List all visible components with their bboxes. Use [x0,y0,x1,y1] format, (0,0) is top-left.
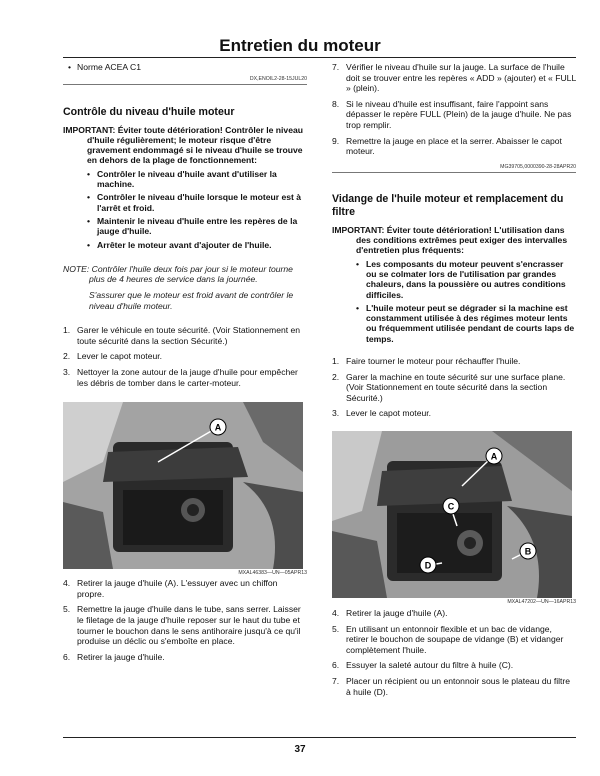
step-number: 1. [63,325,71,336]
step-number: 5. [332,623,340,634]
important-item: • Contrôler le niveau d'huile avant d'utiliser la machine. [63,169,307,190]
engine-photo-dipstick [63,402,303,569]
step-item [63,604,307,646]
step-text: Placer un récipient ou un entonnoir sous le plateau du filtre à huile (D). [346,675,571,697]
step-number: 9. [332,135,340,146]
callout-label-c: C [447,501,455,512]
step-item [332,624,576,656]
step-number: 3. [63,367,71,378]
step-item [332,99,576,131]
photo-caption: MXAL46383—UN—05APR13 [238,570,307,577]
important-text: IMPORTANT: Éviter toute détérioration! Contrôler le niveau d'huile régulièrement; le moteur risque d'être gravement endommagé si le niveau d'huile se trouve en dehors de la plage de fonctionnement: [63,124,304,166]
step-item [63,367,307,388]
step-item [332,660,576,671]
section-title-oil-change: Vidange de l'huile moteur et remplacement du filtre [332,192,564,218]
step-item [332,372,576,404]
step-number: 6. [63,651,71,662]
step-number: 3. [332,408,340,419]
step-text: Lever le capot moteur. [77,351,163,362]
important-list [332,259,576,344]
step-text: Retirer la jauge d'huile (A). [346,607,448,618]
step-number: 6. [332,660,340,671]
step-text: Remettre la jauge d'huile dans le tube, sans serrer. Laisser le filetage de la jauge d'huile reposer sur le haut du tube et tourner le bouchon dans le sens antihoraire jusqu'à ce qu'il produise un déclic ou s'emboîte en place. [77,604,301,647]
callout-label-b: B [524,546,532,557]
step-text: Retirer la jauge d'huile (A). L'essuyer avec un chiffon propre. [77,578,278,599]
step-number: 4. [63,578,71,589]
important-item: • L'huile moteur peut se dégrader si la machine est constamment utilisée à des régimes moteur lents ou fréquemment utilisée pendant de courts laps de temps. [332,303,576,344]
header-rule [63,57,576,58]
step-item [63,325,307,346]
step-text: Faire tourner le moteur pour réchauffer l'huile. [346,356,521,367]
step-text: Retirer la jauge d'huile. [77,651,165,662]
step-text: En utilisant un entonnoir flexible et un bac de vidange, retirer le bouchon de soupape de vidange (B) et vidanger complètement l'huile. [346,623,564,655]
step-number: 5. [63,604,71,615]
steps-list-3 [332,62,576,157]
section-divider [332,172,576,173]
acea-ref-code: DX,ENOIL2-28-15JUL20 [249,75,307,82]
callout-label-a: A [490,451,498,462]
step-item [332,356,576,367]
step-item [332,62,576,94]
step-text: Vérifier le niveau d'huile sur la jauge. La surface de l'huile doit se trouver entre les repères « ADD » (ajouter) et « FULL » (plein). [346,62,576,94]
callout-label-a: A [214,422,222,433]
step-text: Si le niveau d'huile est insuffisant, faire l'appoint sans dépasser le repère FULL (Plein) de la jauge d'huile. Ne pas trop remplir. [346,98,572,130]
steps-list-5 [332,608,576,697]
page-number: 37 [294,744,306,755]
steps-list-2 [63,578,307,662]
step-number: 8. [332,98,340,109]
note-text-2: S'assurer que le moteur est froid avant de contrôler le niveau d'huile moteur. [89,290,294,311]
page-title: Entretien du moteur [219,36,381,55]
callout-label-d: D [424,560,432,571]
step-number: 1. [332,356,340,367]
step-item [63,652,307,663]
engine-illustration [63,402,303,569]
step-text: Essuyer la saleté autour du filtre à huile (C). [346,660,514,671]
step-text: Remettre la jauge en place et la serrer. Abaisser le capot moteur. [346,135,562,157]
step-text: Lever le capot moteur. [346,408,432,419]
important-item: • Contrôler le niveau d'huile lorsque le moteur est à l'arrêt et froid. [63,192,307,213]
section-title-oil-check: Contrôle du niveau d'huile moteur [63,105,235,118]
engine-photo-filter [332,431,572,598]
steps-list-4 [332,356,576,419]
step-item [332,136,576,157]
step-number: 4. [332,607,340,618]
step-number: 2. [332,371,340,382]
important-text: IMPORTANT: Éviter toute détérioration! L'utilisation dans des conditions extrêmes peut exiger des intervalles d'entretien plus fréquents: [332,224,568,256]
step-text: Garer la machine en toute sécurité sur une surface plane. (Voir Stationnement en toute sécurité dans la section Sécurité.) [346,371,566,403]
step-item [63,351,307,362]
right-column [332,62,576,697]
footer-rule [63,737,576,738]
important-item: • Maintenir le niveau d'huile entre les repères de la jauge d'huile. [63,216,307,237]
steps-list [63,325,307,388]
step-item [332,608,576,619]
steps-ref-code: MG39705,0000390-28-28APR20 [500,163,576,170]
important-item: • Les composants du moteur peuvent s'encrasser ou se colmater lors de l'utilisation par grandes chaleurs, dans la poussière ou autres conditions difficiles. [332,259,576,300]
step-text: Garer le véhicule en toute sécurité. (Voir Stationnement en toute sécurité dans la section Sécurité.) [77,325,301,346]
note-text: NOTE: Contrôler l'huile deux fois par jour si le moteur tourne plus de 4 heures de service dans la journée. [63,263,293,285]
step-number: 2. [63,351,71,362]
engine-illustration [332,431,572,598]
step-number: 7. [332,62,340,72]
step-item [63,578,307,599]
step-number: 7. [332,675,340,686]
step-item [332,408,576,419]
important-list [63,169,307,250]
step-text: Nettoyer la zone autour de la jauge d'huile pour empêcher les débris de tomber dans le carter-moteur. [77,367,298,388]
photo-caption: MXAL47202—UN—16APR13 [507,598,576,605]
important-item: • Arrêter le moteur avant d'ajouter de l'huile. [63,240,307,250]
section-divider [63,84,307,85]
acea-item: • Norme ACEA C1 [65,62,307,73]
left-column [63,62,307,662]
step-item [332,676,576,697]
